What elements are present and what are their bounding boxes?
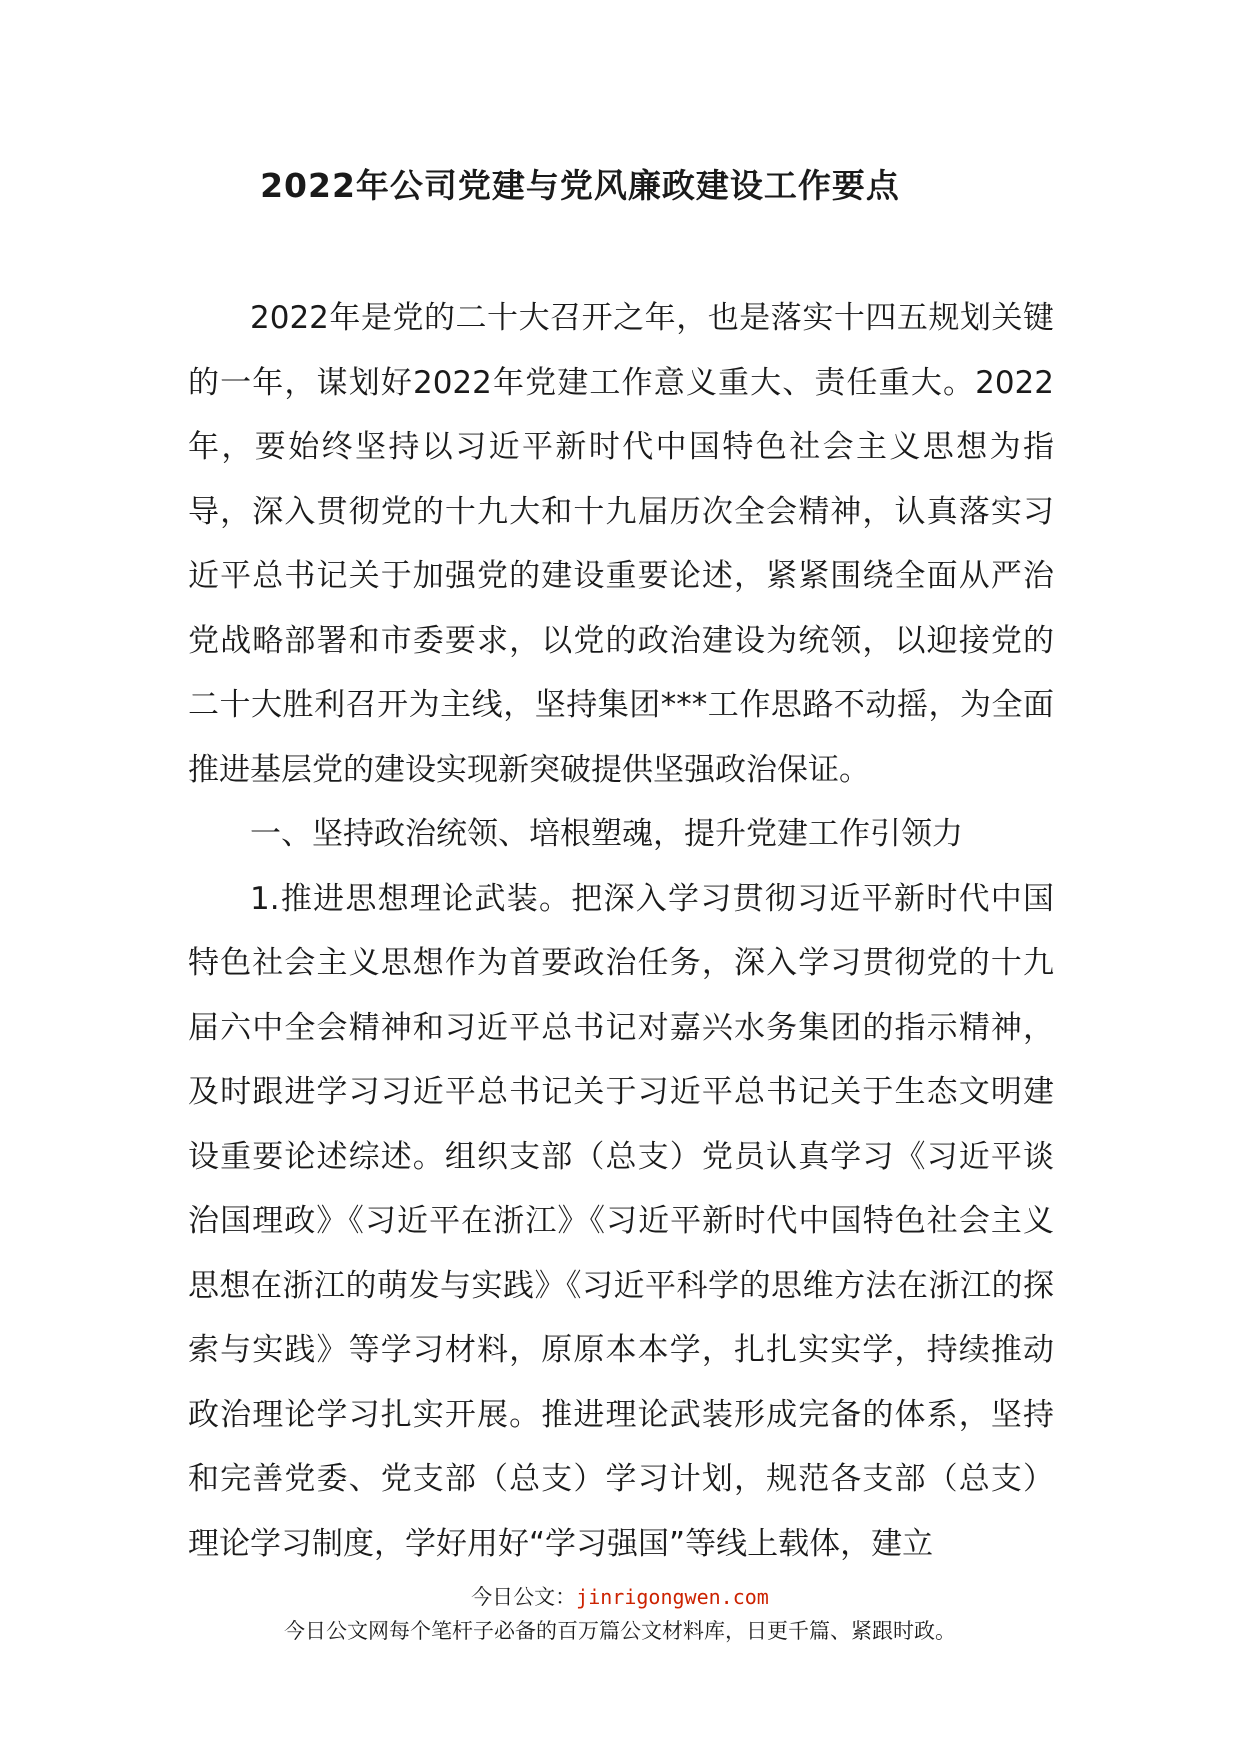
section-paragraph: 1.推进思想理论武装。把深入学习贯彻习近平新时代中国特色社会主义思想作为首要政治任务，深入学习贯彻党的十九届六中全会精神和习近平总书记对嘉兴水务集团的指示精神，及时跟进学习习近平总书记关于习近平总书记关于生态文明建设重要论述综述。组织支部（总支）党员认真学习《习近平谈治国理政》《习近平在浙江》《习近平新时代中国特色社会主义思想在浙江的萌发与实践》《习近平科学的思维方法在浙江的探索与实践》等学习材料，原原本本学，扎扎实实学，持续推动政治理论学习扎实开展。推进理论武装形成完备的体系，坚持和完善党委、党支部（总支）学习计划，规范各支部（总支）理论学习制度，学好用好“学习强国”等线上载体，建立	[188, 880, 1054, 1562]
footer-site-link[interactable]: jinrigongwen.com	[576, 1585, 769, 1609]
footer-slogan: 今日公文网每个笔杆子必备的百万篇公文材料库，日更千篇、紧跟时政。	[284, 1619, 956, 1643]
section-heading: 一、坚持政治统领、培根塑魂，提升党建工作引领力	[250, 816, 963, 852]
footer-site-line	[0, 1582, 1240, 1612]
page-title: 2022年公司党建与党风廉政建设工作要点	[260, 166, 900, 205]
footer-site-label: 今日公文：	[471, 1585, 577, 1609]
intro-paragraph: 2022年是党的二十大召开之年，也是落实十四五规划关键的一年，谋划好2022年党建工作意义重大、责任重大。2022年，要始终坚持以习近平新时代中国特色社会主义思想为指导，深入贯彻党的十九大和十九届历次全会精神，认真落实习近平总书记关于加强党的建设重要论述，紧紧围绕全面从严治党战略部署和市委要求，以党的政治建设为统领，以迎接党的二十大胜利召开为主线，坚持集团***工作思路不动摇，为全面推进基层党的建设实现新突破提供坚强政治保证。	[188, 300, 1054, 788]
document-body	[188, 286, 1054, 1576]
